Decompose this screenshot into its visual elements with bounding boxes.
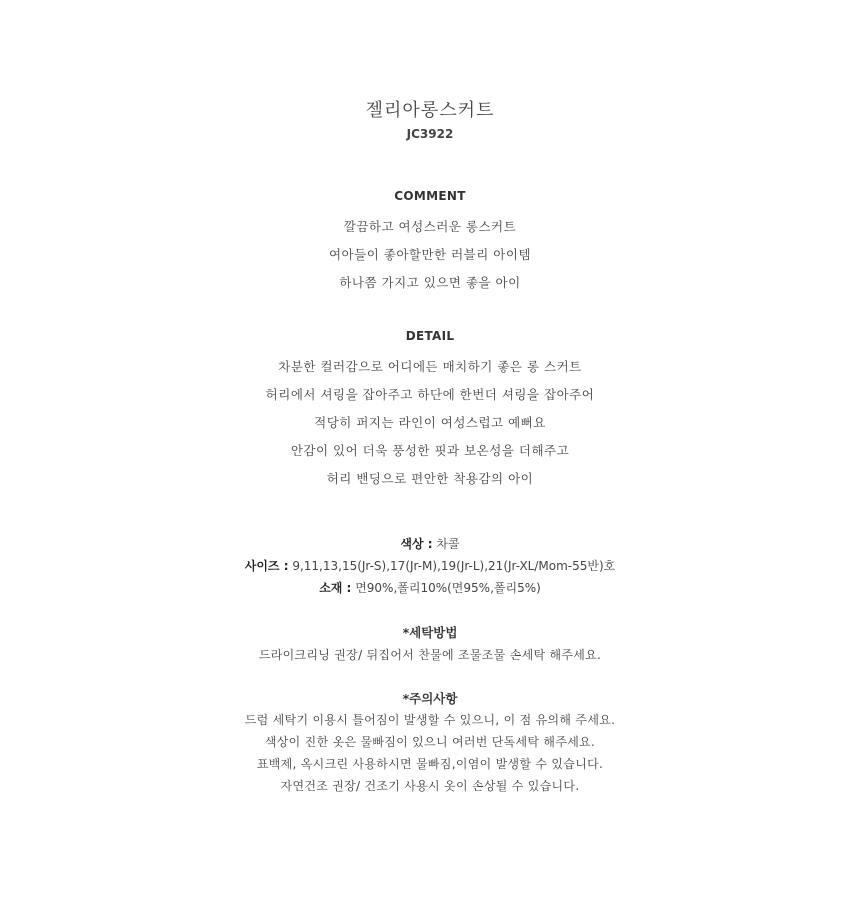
detail-line: 차분한 컬러감으로 어디에든 매치하기 좋은 롱 스커트 [278,359,582,374]
comment-heading: COMMENT [394,189,466,203]
comment-line: 깔끔하고 여성스러운 롱스커트 [343,219,517,234]
detail-heading: DETAIL [405,329,455,343]
washing-line: 드라이크리닝 권장/ 뒤집어서 찬물에 조물조물 손세탁 해주세요. [258,648,602,662]
comment-line: 여아들이 좋아할만한 러블리 아이템 [328,247,532,262]
washing-heading: *세탁방법 [402,625,458,640]
detail-line: 허리 밴딩으로 편안한 착용감의 아이 [326,471,534,486]
product-name: 젤리아롱스커트 [365,100,495,121]
spec-material-value: 면90%,폴리10%(면95%,폴리5%) [355,581,541,595]
spec-color-label: 색상 : [400,537,433,551]
caution-line: 자연건조 권장/ 건조기 사용시 옷이 손상될 수 있습니다. [280,779,580,793]
comment-line: 하나쯤 가지고 있으면 좋을 아이 [339,275,521,290]
spec-color [0,535,860,552]
spec-material [0,579,860,596]
product-code: JC3922 [406,127,454,141]
detail-line: 적당히 퍼지는 라인이 여성스럽고 예뻐요 [314,415,546,430]
spec-size-value: 9,11,13,15(Jr-S),17(Jr-M),19(Jr-L),21(Jr-XL/Mom-55반)호 [292,559,616,573]
detail-line: 안감이 있어 더욱 풍성한 핏과 보온성을 더해주고 [290,443,570,458]
caution-line: 드럼 세탁기 이용시 틀어짐이 발생할 수 있으니, 이 점 유의해 주세요. [244,713,616,727]
spec-size-label: 사이즈 : [244,559,289,573]
spec-color-value: 차콜 [436,537,460,551]
caution-line: 색상이 진한 옷은 물빠짐이 있으니 여러번 단독세탁 해주세요. [264,735,596,749]
caution-line: 표백제, 옥시크린 사용하시면 물빠짐,이염이 발생할 수 있습니다. [256,757,604,771]
caution-heading: *주의사항 [402,691,458,706]
spec-material-label: 소재 : [319,581,352,595]
spec-size [0,557,860,574]
detail-line: 허리에서 셔링을 잡아주고 하단에 한번더 셔링을 잡아주어 [265,387,595,402]
